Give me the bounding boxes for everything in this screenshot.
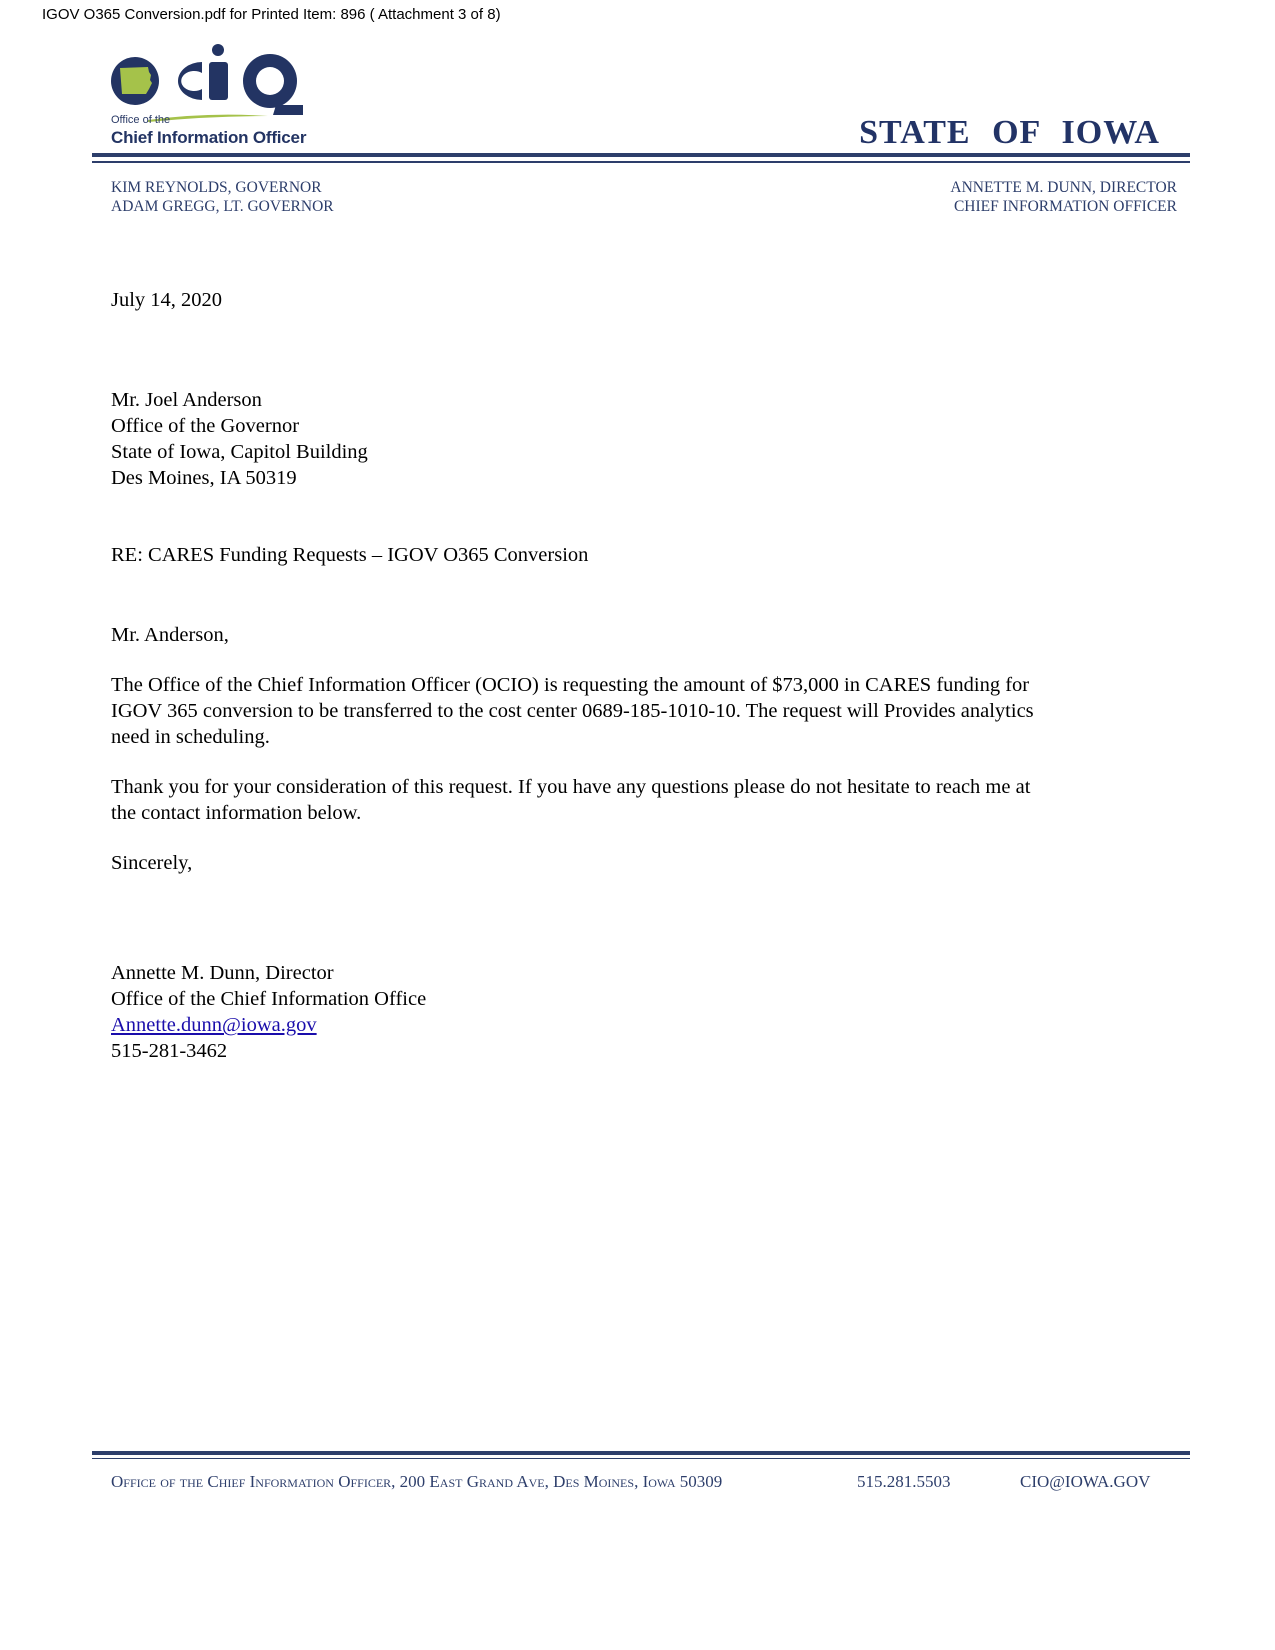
body-paragraph-2: [111, 774, 1030, 826]
lt-governor-name: ADAM GREGG, LT. GOVERNOR: [111, 198, 334, 215]
paragraph-line: need in scheduling.: [111, 726, 270, 748]
footer-phone: 515.281.5503: [857, 1472, 951, 1491]
signer-office: Office of the Chief Information Office: [111, 988, 427, 1010]
director-title: CHIEF INFORMATION OFFICER: [953, 198, 1177, 215]
footer-email: CIO@IOWA.GOV: [1020, 1472, 1151, 1491]
recipient-line: Mr. Joel Anderson: [111, 389, 262, 411]
header-rule: [92, 153, 1190, 157]
recipient-line: Des Moines, IA 50319: [111, 467, 297, 489]
letter-date: July 14, 2020: [111, 289, 223, 311]
paragraph-line: the contact information below.: [111, 802, 362, 824]
signer-name: Annette M. Dunn, Director: [111, 962, 334, 984]
signature-block: [111, 960, 426, 1064]
recipient-address: [111, 387, 368, 491]
footer-rule: [92, 1451, 1190, 1455]
logo-subtitle: Office of the: [111, 114, 171, 126]
paragraph-line: IGOV 365 conversion to be transferred to the cost center 0689-185-1010-10. The request will Provides analytics: [111, 700, 1034, 722]
subject-line: RE: CARES Funding Requests – IGOV O365 Conversion: [111, 544, 589, 566]
footer-address: Office of the Chief Information Officer, 200 East Grand Ave, Des Moines, Iowa 50309: [111, 1472, 723, 1491]
recipient-line: State of Iowa, Capitol Building: [111, 441, 368, 463]
body-paragraph-1: [111, 672, 1034, 750]
logo-title: Chief Information Officer: [111, 128, 307, 147]
paragraph-line: Thank you for your consideration of this request. If you have any questions please do not hesitate to reach me at: [111, 776, 1031, 798]
closing: Sincerely,: [111, 852, 193, 874]
iowa-map-icon: [120, 67, 152, 94]
governor-officials: [111, 178, 334, 216]
director-officials: [950, 178, 1177, 216]
footer-rule-thin: [92, 1458, 1190, 1459]
salutation: Mr. Anderson,: [111, 624, 229, 646]
signer-email-link[interactable]: Annette.dunn@iowa.gov: [111, 1014, 317, 1036]
signer-phone: 515-281-3462: [111, 1040, 228, 1062]
recipient-line: Office of the Governor: [111, 415, 300, 437]
governor-name: KIM REYNOLDS, GOVERNOR: [111, 179, 322, 196]
state-title: STATE OF IOWA: [859, 114, 1160, 151]
paragraph-line: The Office of the Chief Information Officer (OCIO) is requesting the amount of $73,000 in CARES funding for: [111, 674, 1030, 696]
print-header: IGOV O365 Conversion.pdf for Printed Item: 896 ( Attachment 3 of 8): [42, 6, 501, 23]
header-rule-thin: [92, 161, 1190, 163]
director-name: ANNETTE M. DUNN, DIRECTOR: [950, 179, 1177, 196]
